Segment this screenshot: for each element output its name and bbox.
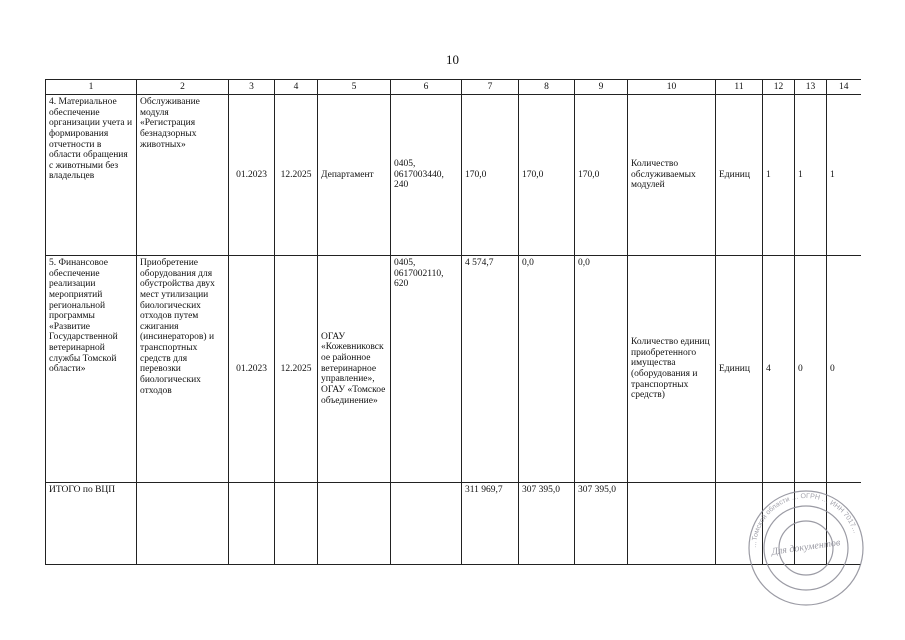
- total-year1-cell: 311 969,7: [462, 483, 519, 565]
- total-label: ИТОГО по ВЦП: [46, 483, 137, 565]
- total-year2-cell: 307 395,0: [519, 483, 575, 565]
- table-row: [46, 256, 861, 483]
- executor-cell: ОГАУ «Кожевниковское районное ветеринарное управление», ОГАУ «Томское объединение»: [318, 256, 391, 483]
- event-description-cell: Обслуживание модуля «Регистрация безнадзорных животных»: [137, 95, 229, 256]
- indicator-cell: Количество обслуживаемых модулей: [628, 95, 716, 256]
- col-header: 5: [318, 80, 391, 95]
- value-year3-cell: 1: [827, 95, 861, 256]
- round-stamp: [746, 488, 866, 608]
- column-number-row: [46, 80, 861, 95]
- total-year3-cell: 307 395,0: [575, 483, 628, 565]
- indicator-cell: Количество единиц приобретенного имущества (оборудования и транспортных средств): [628, 256, 716, 483]
- col-header: 3: [229, 80, 275, 95]
- col-header: 14: [827, 80, 861, 95]
- col-header: 6: [391, 80, 462, 95]
- col-header: 11: [716, 80, 763, 95]
- empty-cell: [275, 483, 318, 565]
- executor-cell: Департамент: [318, 95, 391, 256]
- col-header: 1: [46, 80, 137, 95]
- empty-cell: [628, 483, 716, 565]
- value-year2-cell: 0: [795, 256, 827, 483]
- unit-cell: Единиц: [716, 95, 763, 256]
- value-year1-cell: 4: [763, 256, 795, 483]
- end-date-cell: 12.2025: [275, 95, 318, 256]
- page-number: 10: [446, 52, 459, 67]
- amount-year1-cell: 4 574,7: [462, 256, 519, 483]
- amount-year1-cell: 170,0: [462, 95, 519, 256]
- value-year3-cell: 0: [827, 256, 861, 483]
- amount-year2-cell: 0,0: [519, 256, 575, 483]
- value-year2-cell: 1: [795, 95, 827, 256]
- amount-year3-cell: 170,0: [575, 95, 628, 256]
- amount-year3-cell: 0,0: [575, 256, 628, 483]
- col-header: 8: [519, 80, 575, 95]
- start-date-cell: 01.2023: [229, 256, 275, 483]
- col-header: 10: [628, 80, 716, 95]
- unit-cell: Единиц: [716, 256, 763, 483]
- total-row: [46, 483, 861, 565]
- col-header: 12: [763, 80, 795, 95]
- event-name-cell: 4. Материальное обеспечение организации учета и формирования отчетности в области обращения с животными без владельцев: [46, 95, 137, 256]
- col-header: 2: [137, 80, 229, 95]
- amount-year2-cell: 170,0: [519, 95, 575, 256]
- col-header: 4: [275, 80, 318, 95]
- empty-cell: [318, 483, 391, 565]
- budget-code-cell: 0405, 0617003440, 240: [391, 95, 462, 256]
- empty-cell: [137, 483, 229, 565]
- start-date-cell: 01.2023: [229, 95, 275, 256]
- end-date-cell: 12.2025: [275, 256, 318, 483]
- stamp-center-text: Для документов: [770, 537, 841, 558]
- empty-cell: [391, 483, 462, 565]
- value-year1-cell: 1: [763, 95, 795, 256]
- event-description-cell: Приобретение оборудования для обустройства двух мест утилизации биологических отходов путем сжигания (инсинераторов) и транспортных средств для перевозки биологических отходов: [137, 256, 229, 483]
- program-table: [45, 79, 861, 565]
- empty-cell: [229, 483, 275, 565]
- table-row: [46, 95, 861, 256]
- col-header: 9: [575, 80, 628, 95]
- col-header: 13: [795, 80, 827, 95]
- col-header: 7: [462, 80, 519, 95]
- event-name-cell: 5. Финансовое обеспечение реализации мероприятий региональной программы «Развитие Государственной ветеринарной службы Томской области»: [46, 256, 137, 483]
- stamp-ring-text: …Томской области … ОГРН … ИНН 7017…: [750, 492, 859, 549]
- budget-code-cell: 0405, 0617002110, 620: [391, 256, 462, 483]
